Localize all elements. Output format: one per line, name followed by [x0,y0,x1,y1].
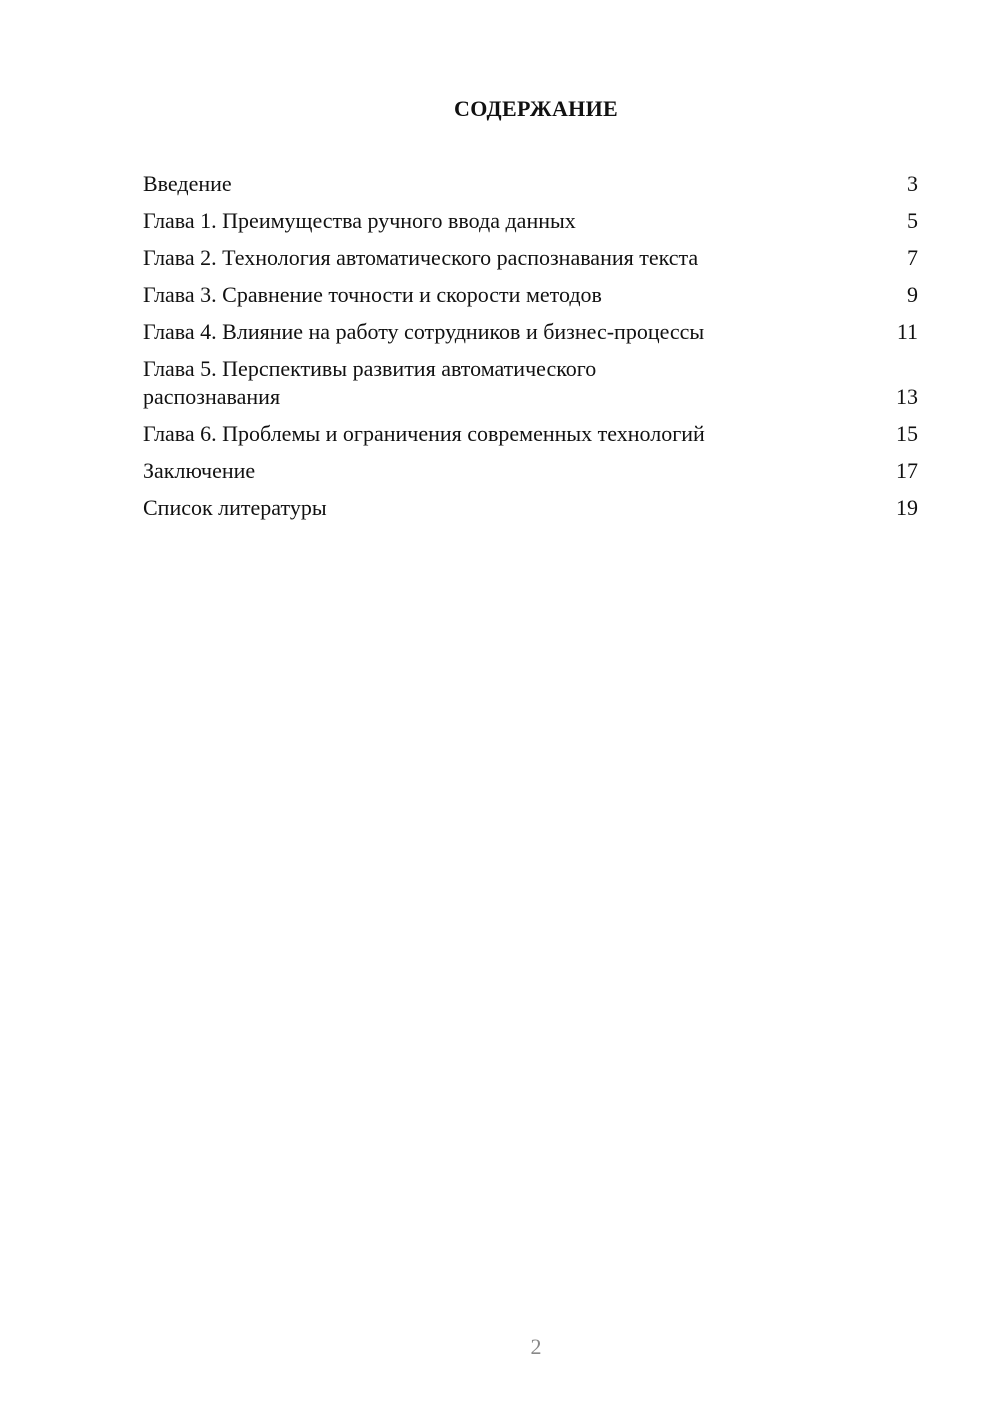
toc-entry-introduction [143,170,918,198]
toc-entry-page: 5 [907,208,918,233]
toc-entry-page: 17 [896,458,918,483]
toc-entry-chapter-5 [143,355,918,411]
toc-entry-label: Глава 3. Сравнение точности и скорости методов [143,282,602,307]
toc-entry-label: Заключение [143,458,256,483]
toc-entry-conclusion [143,457,918,485]
toc-entry-label: Глава 1. Преимущества ручного ввода данных [143,208,576,233]
page-title: СОДЕРЖАНИЕ [454,96,618,121]
toc-entry-references [143,494,918,522]
toc-entry-label: Глава 6. Проблемы и ограничения современных технологий [143,421,705,446]
toc-entry-chapter-6 [143,420,918,448]
toc-entry-page: 15 [896,421,918,446]
toc-entry-label: Список литературы [143,495,327,520]
toc-entry-chapter-3 [143,281,918,309]
toc-entry-chapter-4 [143,318,918,346]
toc-entry-chapter-1 [143,207,918,235]
toc-entry-label: Введение [143,171,232,196]
toc-entry-page: 11 [896,319,918,344]
page-number: 2 [530,1334,542,1359]
toc-entry-page: 19 [896,495,918,520]
toc-entry-label: Глава 5. Перспективы развития автоматического распознавания [143,356,597,409]
toc-entry-page: 3 [907,171,918,196]
toc-entry-page: 9 [907,282,918,307]
toc-entry-label: Глава 4. Влияние на работу сотрудников и бизнес-процессы [143,319,705,344]
toc-entry-label: Глава 2. Технология автоматического распознавания текста [143,245,699,270]
toc-entry-page: 7 [907,245,918,270]
table-of-contents [143,170,918,531]
toc-entry-page: 13 [896,384,918,409]
toc-entry-chapter-2 [143,244,918,272]
